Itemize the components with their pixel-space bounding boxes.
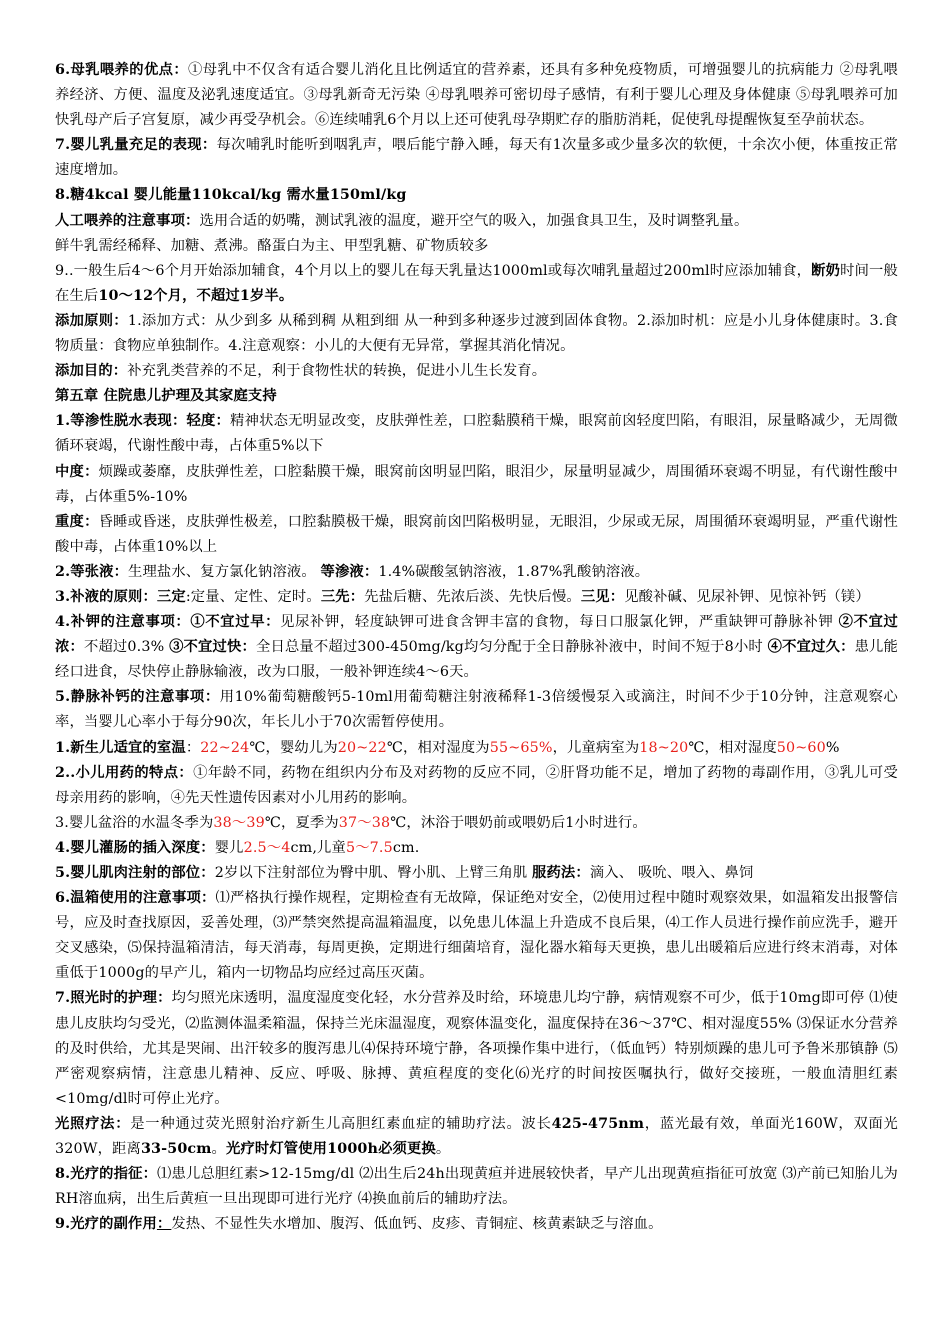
bold-text: 6.温箱使用的注意事项： (55, 890, 216, 907)
text-run: 烦躁或萎靡，皮肤弹性差，口腔黏膜干燥，眼窝前囟明显凹陷，眼泪少，尿量明显减少，周围循环衰竭不明显，有代谢性酸中毒，占体重5%-10% (55, 463, 898, 505)
paragraph (55, 234, 898, 259)
text-run: ⑴患儿总胆红素>12-15mg/dl ⑵出生后24h出现黄疸并进展较快者，早产儿出现黄疸指征可放宽 ⑶产前已知胎儿为RH溶血病，出生后黄疸一旦出现即可进行光疗 ⑷换血前后的辅助疗法。 (55, 1166, 898, 1208)
paragraph (55, 510, 898, 560)
bold-text: 第五章 住院患儿护理及其家庭支持 (55, 388, 277, 405)
text-run: ： (185, 739, 201, 756)
bold-text: 中度： (55, 463, 99, 480)
text-run: 患儿能经口进食，尽快停止静脉输液，改为口服，一般补钾连续4～6天。 (55, 639, 898, 681)
text-run: 鲜牛乳需经稀释、加糖、煮沸。酪蛋白为主、甲型乳糖、矿物质较多 (55, 237, 489, 254)
bold-text: 重度： (55, 513, 99, 530)
paragraph (55, 309, 898, 359)
paragraph (55, 58, 898, 133)
highlighted-value: 38～39 (213, 814, 265, 831)
highlighted-value: 50~60 (776, 739, 826, 756)
bold-text: 10～12个月，不超过1岁半。 (98, 287, 294, 304)
highlighted-value: 20~22 (337, 739, 387, 756)
text-run: 9..一般生后4～6个月开始添加辅食，4个月以上的婴儿在每天乳量达1000ml或每次哺乳量超过200ml时应添加辅食， (55, 262, 812, 279)
text-run: % (825, 739, 840, 756)
bold-text: ④不宜过久： (767, 639, 855, 656)
paragraph (55, 585, 898, 610)
bold-text: 1.新生儿适宜的室温 (55, 739, 186, 756)
bold-text: 等渗液： (320, 563, 379, 580)
text-run: 先盐后糖、先浓后淡、先快后慢。 (364, 588, 581, 605)
bold-text: 光照疗法： (55, 1115, 131, 1132)
highlighted-value: 18~20 (639, 739, 689, 756)
paragraph (55, 610, 898, 685)
paragraph (55, 133, 898, 183)
paragraph (55, 209, 898, 234)
bold-text: ③不宜过快： (169, 639, 256, 656)
highlighted-value: 55~65% (489, 739, 553, 756)
bold-text: 6.母乳喂养的优点： (55, 62, 189, 78)
bold-text: 添加目的： (55, 363, 128, 380)
paragraph (55, 409, 898, 459)
bold-text: 光疗时灯管使用1000h必须更换 (226, 1141, 436, 1158)
text-run: 精神状态无明显改变，皮肤弹性差，口腔黏膜稍干燥，眼窝前囟轻度凹陷，有眼泪，尿量略减少，无周微循环衰竭，代谢性酸中毒，占体重5%以下 (55, 413, 898, 455)
bold-text: 添加原则： (55, 312, 128, 329)
text-run: 。 (435, 1141, 451, 1158)
text-run: 全日总量不超过300-450mg/kg均匀分配于全日静脉补液中，时间不短于8小时 (255, 639, 768, 656)
bold-text: 2..小儿用药的特点： (55, 764, 194, 781)
paragraph (55, 359, 898, 384)
text-run: 见酸补碱、见尿补钾、见惊补钙（镁） (624, 588, 870, 605)
text-run: 不超过0.3% (83, 639, 170, 656)
bold-text: 服药法： (532, 865, 590, 881)
text-run: ℃，婴幼儿为 (249, 739, 338, 756)
bold-text: 4.补钾的注意事项：①不宜过早： (55, 614, 281, 631)
highlighted-value: 5～7.5 (345, 839, 393, 856)
bold-text: 5.婴儿肌肉注射的部位： (55, 865, 215, 881)
bold-text: ： (156, 1216, 172, 1233)
text-run: 1.添加方式：从少到多 从稀到稠 从粗到细 从一种到多种逐步过渡到固体食物。2.添加时机：应是小儿身体健康时。3.食物质量：食物应单独制作。4.注意观察：小儿的大便有无异常，掌握其消化情况。 (55, 312, 898, 355)
paragraph (55, 384, 898, 409)
bold-text: 2.等张液： (55, 563, 129, 580)
text-run: 1.4%碳酸氢钠溶液，1.87%乳酸钠溶液。 (378, 563, 650, 580)
bold-text: 425-475nm (551, 1115, 645, 1132)
text-run: :定量、定性、定时。 (185, 588, 321, 605)
text-run: ℃，沐浴于喂奶前或喂奶后1小时进行。 (390, 814, 647, 831)
paragraph (55, 460, 898, 510)
text-run: cm. (392, 839, 420, 856)
text-run: ，蓝光最有效，单面光160W，双面光320W，距离 (55, 1115, 898, 1158)
paragraph (55, 183, 898, 208)
paragraph (55, 886, 898, 986)
paragraph (55, 811, 898, 836)
paragraph (55, 836, 898, 861)
paragraph (55, 761, 898, 811)
text-run: 滴入、 吸吮、喂入、鼻饲 (589, 865, 754, 881)
bold-text: 三先： (320, 588, 365, 605)
paragraph (55, 685, 898, 735)
bold-text: 7.婴儿乳量充足的表现： (55, 137, 217, 154)
text-run: 是一种通过荧光照射治疗新生儿高胆红素血症的辅助疗法。波长 (130, 1115, 552, 1132)
text-run: 2岁以下注射部位为臀中肌、臀小肌、上臂三角肌 (214, 865, 533, 881)
text-run: ，儿童病室为 (552, 739, 640, 756)
paragraph (55, 560, 898, 585)
paragraph (55, 1212, 898, 1237)
text-run: 均匀照光床透明，温度湿度变化轻，水分营养及时给，环境患儿均宁静，病情观察不可少，低于10mg即可停 ⑴使患儿皮肤均匀受光，⑵监测体温柔箱温，保持兰光床温湿度，观察体温变化，温度保持在36～37℃、相对湿度55% ⑶保证水分营养的及时供给，尤其是哭闹、出汗较多的腹泻患儿⑷保持环境宁静，各项操作集中进行，（低血钙）特别烦躁的患儿可予鲁米那镇静 ⑸严密观察病情，注意患儿精神、反应、呼吸、脉搏、黄疸程度的变化⑹光疗的时间按医嘱执行，做好交接班，一般血清胆红素<10mg/dl时可停止光疗。 (55, 990, 898, 1107)
text-run: 3.婴儿盆浴的水温冬季为 (55, 814, 214, 831)
text-run: ①年龄不同，药物在组织内分布及对药物的反应不同，②肝肾功能不足，增加了药物的毒副作用，③乳儿可受母亲用药的影响，④先天性遗传因素对小儿用药的影响。 (55, 764, 898, 806)
text-run: ℃，相对湿度 (688, 739, 777, 756)
bold-text: 8.糖4kcal 婴儿能量110kcal/kg 需水量150ml/kg (55, 187, 407, 204)
bold-text: 9.光疗的副作用 (55, 1216, 157, 1233)
text-run: 每次哺乳时能听到咽乳声，喂后能宁静入睡，每天有1次量多或少量多次的软便，十余次小便，体重按正常速度增加。 (55, 137, 898, 179)
text-run: ℃，夏季为 (264, 814, 339, 831)
highlighted-value: 22~24 (200, 739, 250, 756)
text-run: 用10%葡萄糖酸钙5-10ml用葡萄糖注射液稀释1-3倍缓慢泵入或滴注，时间不少于10分钟，注意观察心率，当婴儿心率小于每分90次，年长儿小于70次需暂停使用。 (55, 689, 898, 731)
paragraph (55, 259, 898, 309)
bold-text: 8.光疗的指征： (55, 1166, 158, 1183)
text-run: ℃，相对湿度为 (386, 739, 490, 756)
bold-text: 33-50cm (140, 1141, 212, 1158)
text-run: 见尿补钾，轻度缺钾可进食含钾丰富的食物，每日口服氯化钾，严重缺钾可静脉补钾 (280, 614, 839, 631)
bold-text: 1.等渗性脱水表现：轻度： (55, 413, 231, 430)
highlighted-value: 37～38 (338, 814, 391, 831)
paragraph (55, 986, 898, 1111)
bold-text: 人工喂养的注意事项： (55, 212, 200, 229)
bold-text: 三见： (580, 588, 625, 605)
bold-text: 5.静脉补钙的注意事项： (55, 689, 220, 706)
paragraph (55, 1162, 898, 1212)
text-run: 婴儿 (214, 839, 244, 856)
text-run: 时间一般在生后 (55, 262, 898, 304)
text-run: 选用合适的奶嘴，测试乳液的温度，避开空气的吸入，加强食具卫生，及时调整乳量。 (199, 212, 749, 229)
paragraph (55, 1112, 898, 1162)
text-run: 昏睡或昏迷，皮肤弹性极差，口腔黏膜极干燥，眼窝前囟凹陷极明显，无眼泪，少尿或无尿，周围循环衰竭明显，严重代谢性酸中毒，占体重10%以上 (55, 513, 898, 555)
highlighted-value: 2.5～4 (243, 839, 291, 856)
text-run: ⑴严格执行操作规程，定期检查有无故障，保证绝对安全，⑵使用过程中随时观察效果，如温箱发出报警信号，应及时查找原因，妥善处理，⑶严禁突然提高温箱温度，以免患儿体温上升造成不良后果，⑷工作人员进行操作前应洗手，避开交叉感染，⑸保持温箱清洁，每天消毒，每周更换，定期进行细菌培育，湿化器水箱每天更换，患儿出暖箱后应进行终末消毒，对体重低于1000g的早产儿，箱内一切物品均应经过高压灭菌。 (55, 890, 898, 982)
bold-text: 7.照光时的护理： (55, 990, 172, 1007)
paragraph (55, 861, 898, 886)
bold-text: 4.婴儿灌肠的插入深度： (55, 839, 215, 856)
bold-text: 3.补液的原则：三定 (55, 588, 186, 605)
bold-text: 断奶 (811, 262, 841, 279)
paragraph (55, 736, 898, 761)
text-run: 。 (211, 1141, 226, 1158)
text-run: 生理盐水、复方氯化钠溶液。 (128, 563, 321, 580)
text-run: ①母乳中不仅含有适合婴儿消化且比例适宜的营养素，还具有多种免疫物质，可增强婴儿的抗病能力 ②母乳喂养经济、方便、温度及泌乳速度适宜。③母乳新奇无污染 ④母乳喂养可密切母子感情，有利于婴儿心理及身体健康 ⑤母乳喂养可加快乳母产后子宫复原，减少再受孕机会。⑥连续哺乳6个月以上还可使乳母孕期贮存的脂肪消耗，促使乳母提醒恢复至孕前状态。 (55, 62, 898, 129)
text-run: 补充乳类营养的不足，利于食物性状的转换，促进小儿生长发育。 (127, 363, 547, 380)
bold-text: ②不宜过浓： (55, 614, 898, 656)
text-run: cm,儿童 (290, 839, 346, 856)
text-run: 发热、不显性失水增加、腹泻、低血钙、皮疹、青铜症、核黄素缺乏与溶血。 (171, 1216, 663, 1233)
